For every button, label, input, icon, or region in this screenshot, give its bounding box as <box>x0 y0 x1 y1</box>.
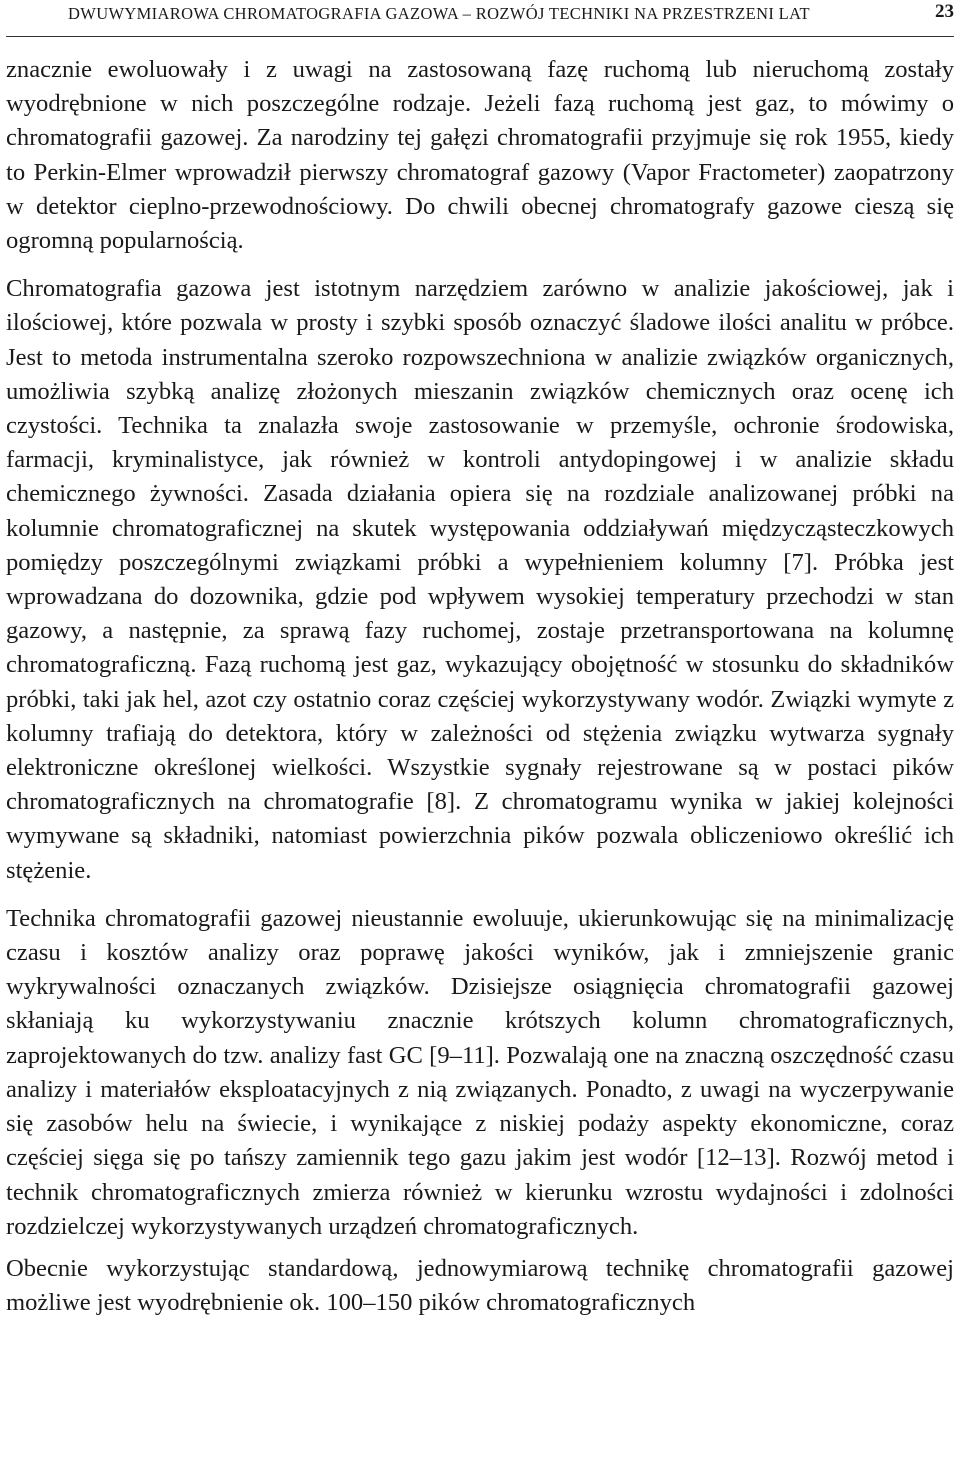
paragraph-2: Chromatografia gazowa jest istotnym narzędziem zarówno w analizie jakościowej, jak i ilościowej, które pozwala w prosty i szybki sposób oznaczyć śladowe ilości analitu w próbce. Jest to metoda instrumentalna szeroko rozpowszechniona w analizie związków organicznych, umożliwia szybką analizę złożonych mieszanin związków chemicznych oraz ocenę ich czystości. Technika ta znalazła swoje zastosowanie w przemyśle, ochronie środowiska, farmacji, kryminalistyce, jak również w kontroli antydopingowej i w analizie składu chemicznego żywności. Zasada działania opiera się na rozdziale analizowanej próbki na kolumnie chromatograficznej na skutek występowania oddziaływań międzycząsteczkowych pomiędzy poszczególnymi związkami próbki a wypełnieniem kolumny [7]. Próbka jest wprowadzana do dozownika, gdzie pod wpływem wysokiej temperatury przechodzi w stan gazowy, a następnie, za sprawą fazy ruchomej, zostaje przetransportowana na kolumnę chromatograficzną. Fazą ruchomą jest gaz, wykazujący obojętność w stosunku do składników próbki, taki jak hel, azot czy ostatnio coraz częściej wykorzystywany wodór. Związki wymyte z kolumny trafiają do detektora, który w zależności od stężenia związku wytwarza sygnały elektroniczne określonej wielkości. Wszystkie sygnały rejestrowane są w postaci pików chromatograficznych na chromatografie [8]. Z chromatogramu wynika w jakiej kolejności wymywane są składniki, natomiast powierzchnia pików pozwala obliczeniowo określić ich stężenie. <box>6 275 954 884</box>
body-text <box>6 53 954 1320</box>
paragraph-4: Obecnie wykorzystując standardową, jednowymiarową technikę chromatografii gazowej możliwe jest wyodrębnienie ok. 100–150 pików chromatograficznych <box>6 1254 954 1317</box>
document-page <box>6 0 954 1320</box>
running-header-title: DWUWYMIAROWA CHROMATOGRAFIA GAZOWA – ROZWÓJ TECHNIKI NA PRZESTRZENI LAT <box>68 4 810 23</box>
running-header <box>6 0 954 37</box>
paragraph-3: Technika chromatografii gazowej nieustannie ewoluuje, ukierunkowując się na minimalizację czasu i kosztów analizy oraz poprawę jakości wyników, jak i zmniejszenie granic wykrywalności oznaczanych związków. Dzisiejsze osiągnięcia chromatografii gazowej skłaniają ku wykorzystywaniu znacznie krótszych kolumn chromatograficznych, zaprojektowanych do tzw. analizy fast GC [9–11]. Pozwalają one na znaczną oszczędność czasu analizy i materiałów eksploatacyjnych z nią związanych. Ponadto, z uwagi na wyczerpywanie się zasobów helu na świecie, i wynikające z niskiej podaży aspekty ekonomiczne, coraz częściej sięga się po tańszy zamiennik tego gazu jakim jest wodór [12–13]. Rozwój metod i technik chromatograficznych zmierza również w kierunku wzrostu wydajności i zdolności rozdzielczej wykorzystywanych urządzeń chromatograficznych. <box>6 904 954 1240</box>
page-number: 23 <box>935 1 954 22</box>
paragraph-1: znacznie ewoluowały i z uwagi na zastosowaną fazę ruchomą lub nieruchomą zostały wyodrębnione w nich poszczególne rodzaje. Jeżeli fazą ruchomą jest gaz, to mówimy o chromatografii gazowej. Za narodziny tej gałęzi chromatografii przyjmuje się rok 1955, kiedy to Perkin-Elmer wprowadził pierwszy chromatograf gazowy (Vapor Fractometer) zaopatrzony w detektor cieplno-przewodnościowy. Do chwili obecnej chromatografy gazowe cieszą się ogromną popularnością. <box>6 56 954 255</box>
